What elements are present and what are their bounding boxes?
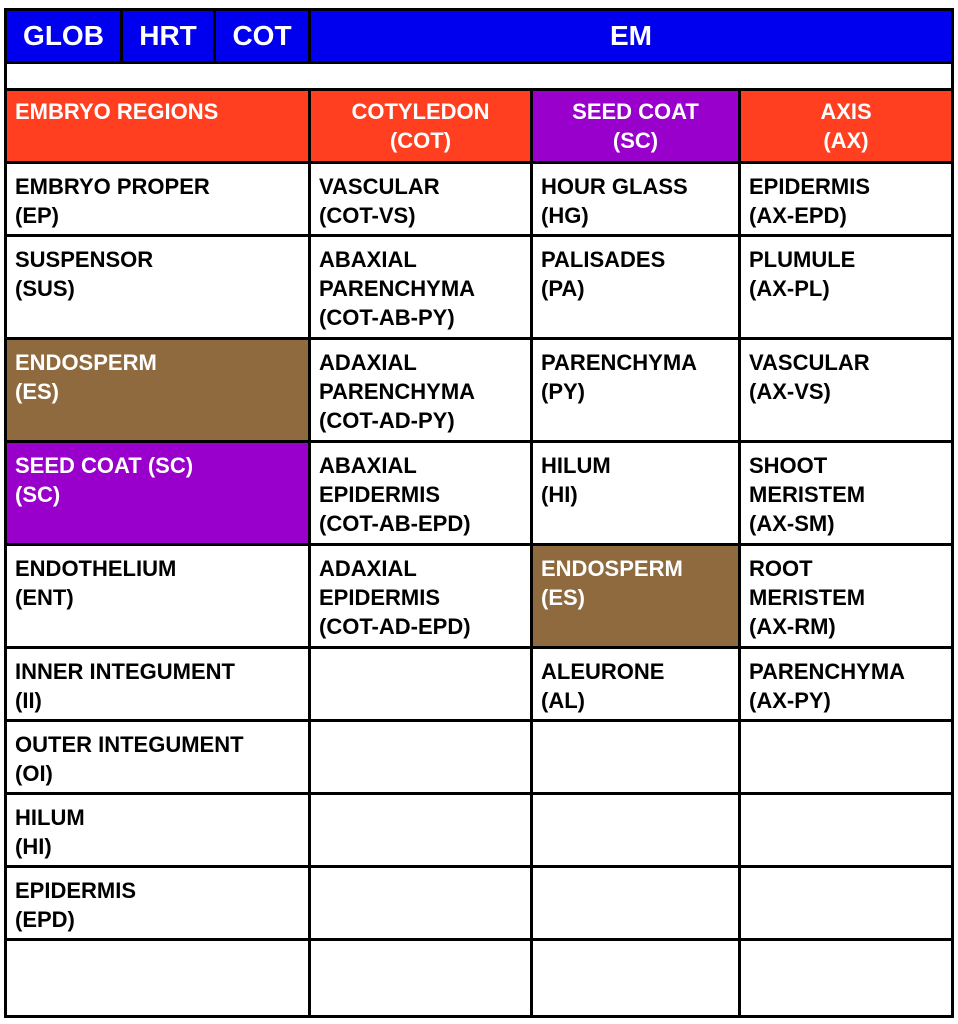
region-cell: EPIDERMIS (EPD) [7, 868, 308, 938]
cotyledon-cell [311, 722, 530, 792]
region-cell [7, 941, 308, 1015]
axis-cell [741, 795, 951, 865]
tab-cot[interactable]: COT [216, 11, 308, 61]
axis-cell: PARENCHYMA (AX-PY) [741, 649, 951, 719]
seed-coat-cell [533, 868, 738, 938]
seed-coat-cell-endosperm: ENDOSPERM (ES) [533, 546, 738, 646]
cotyledon-cell: ABAXIAL EPIDERMIS (COT-AB-EPD) [311, 443, 530, 543]
axis-cell: PLUMULE (AX-PL) [741, 237, 951, 337]
embryo-regions-table [4, 8, 954, 1018]
region-cell: OUTER INTEGUMENT (OI) [7, 722, 308, 792]
region-cell: INNER INTEGUMENT (II) [7, 649, 308, 719]
seed-coat-cell: ALEURONE (AL) [533, 649, 738, 719]
cotyledon-cell [311, 941, 530, 1015]
seed-coat-cell [533, 941, 738, 1015]
header-seed-coat: SEED COAT (SC) [533, 91, 738, 161]
cotyledon-cell: VASCULAR (COT-VS) [311, 164, 530, 234]
axis-cell [741, 722, 951, 792]
region-cell-endosperm: ENDOSPERM (ES) [7, 340, 308, 440]
seed-coat-cell: HILUM (HI) [533, 443, 738, 543]
seed-coat-cell: HOUR GLASS (HG) [533, 164, 738, 234]
axis-cell [741, 868, 951, 938]
cotyledon-cell [311, 649, 530, 719]
seed-coat-cell [533, 722, 738, 792]
seed-coat-cell [533, 795, 738, 865]
seed-coat-cell: PALISADES (PA) [533, 237, 738, 337]
region-cell: EMBRYO PROPER (EP) [7, 164, 308, 234]
tab-em[interactable]: EM [311, 11, 951, 61]
cotyledon-cell [311, 795, 530, 865]
region-cell: HILUM (HI) [7, 795, 308, 865]
header-axis: AXIS (AX) [741, 91, 951, 161]
header-cotyledon: COTYLEDON (COT) [311, 91, 530, 161]
tab-hrt[interactable]: HRT [123, 11, 213, 61]
region-cell-seed-coat: SEED COAT (SC) (SC) [7, 443, 308, 543]
tab-glob[interactable]: GLOB [7, 11, 120, 61]
axis-cell [741, 941, 951, 1015]
cotyledon-cell: ADAXIAL PARENCHYMA (COT-AD-PY) [311, 340, 530, 440]
region-cell: SUSPENSOR (SUS) [7, 237, 308, 337]
header-embryo-regions: EMBRYO REGIONS [7, 91, 308, 161]
region-cell: ENDOTHELIUM (ENT) [7, 546, 308, 646]
axis-cell: ROOT MERISTEM (AX-RM) [741, 546, 951, 646]
cotyledon-cell [311, 868, 530, 938]
spacer-row [7, 64, 951, 88]
seed-coat-cell: PARENCHYMA (PY) [533, 340, 738, 440]
axis-cell: VASCULAR (AX-VS) [741, 340, 951, 440]
axis-cell: SHOOT MERISTEM (AX-SM) [741, 443, 951, 543]
axis-cell: EPIDERMIS (AX-EPD) [741, 164, 951, 234]
cotyledon-cell: ADAXIAL EPIDERMIS (COT-AD-EPD) [311, 546, 530, 646]
cotyledon-cell: ABAXIAL PARENCHYMA (COT-AB-PY) [311, 237, 530, 337]
